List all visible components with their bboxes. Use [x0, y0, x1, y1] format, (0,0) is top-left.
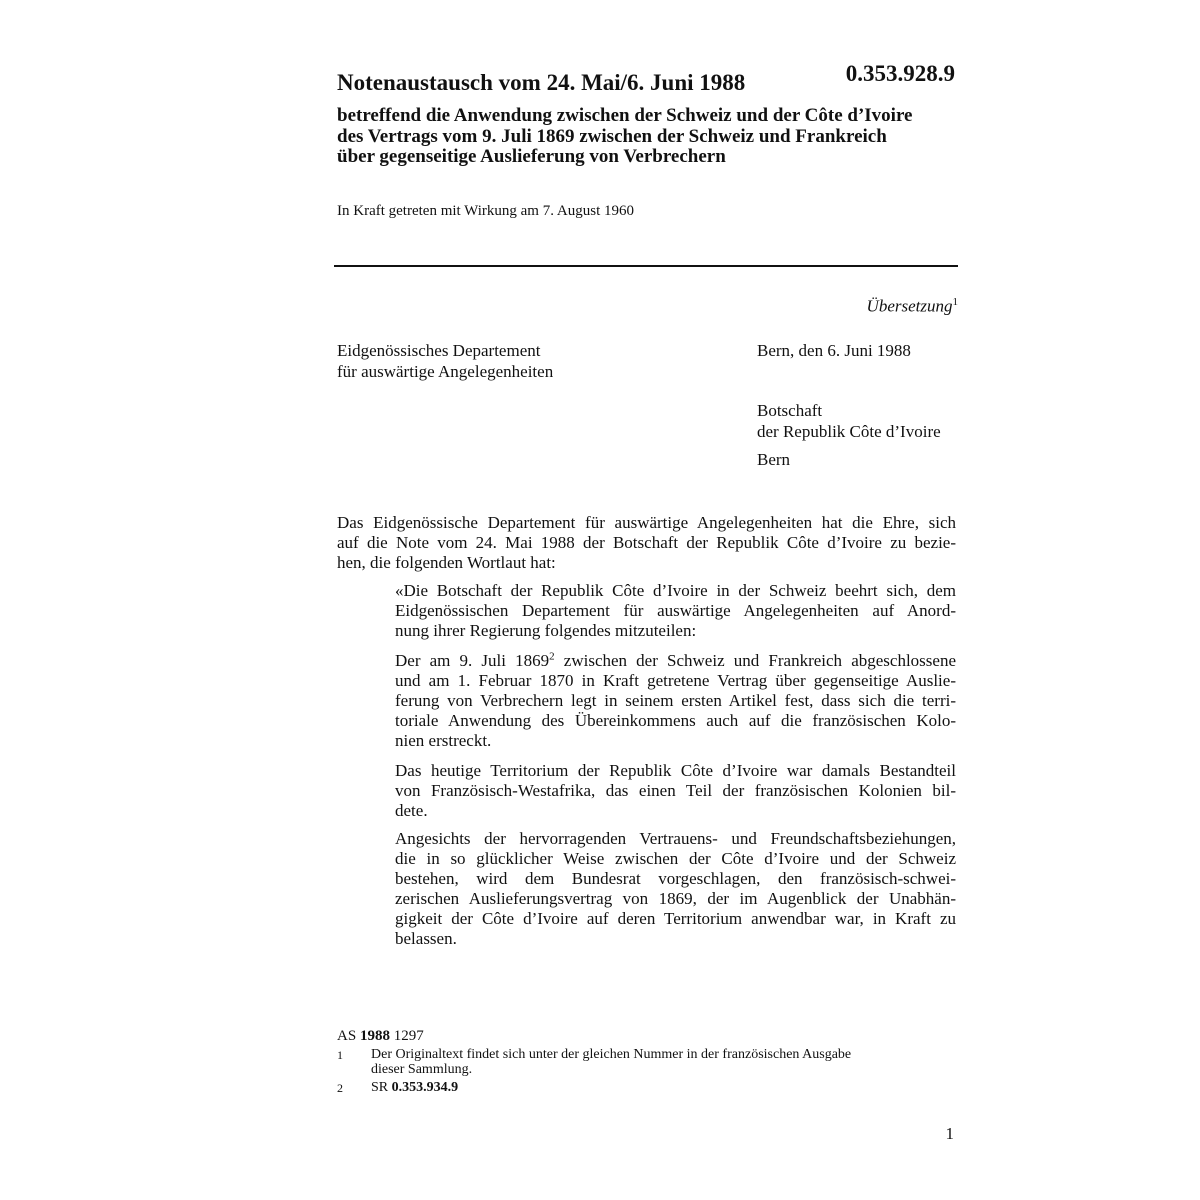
quote-line: belassen.	[395, 929, 457, 948]
subtitle-line: betreffend die Anwendung zwischen der Schweiz und der Côte d’Ivoire	[337, 105, 913, 126]
quote-line: die in so glücklicher Weise zwischen der Côte d’Ivoire und der Schweiz	[395, 849, 956, 868]
quote-line: ferung von Verbrechern legt in seinem ersten Artikel fest, dass sich die terri-	[395, 691, 956, 710]
footnote-sr-ref: 0.353.934.9	[391, 1080, 459, 1095]
intro-line: Das Eidgenössische Departement für auswärtige Angelegenheiten hat die Ehre, sich	[337, 513, 956, 532]
quote-line: von Französisch-Westafrika, das einen Teil der französischen Kolonien bil-	[395, 781, 956, 800]
intro-paragraph	[337, 513, 956, 573]
quote-line	[395, 651, 956, 671]
in-force-note: In Kraft getreten mit Wirkung am 7. August 1960	[337, 203, 634, 219]
subtitle-line: des Vertrags vom 9. Juli 1869 zwischen der Schweiz und Frankreich	[337, 125, 887, 147]
document-subtitle	[337, 106, 962, 168]
recipient-block	[757, 401, 941, 471]
recipient-city: Bern	[757, 450, 791, 469]
quote-paragraph-1	[395, 581, 956, 641]
footnote-text	[371, 1081, 458, 1095]
footnote-ref[interactable]: 1	[952, 296, 958, 308]
quote-line: und am 1. Februar 1870 in Kraft getretene Vertrag über gegenseitige Auslie-	[395, 671, 956, 690]
sr-number: 0.353.928.9	[845, 61, 955, 86]
quote-line: toriale Anwendung des Übereinkommens auch auf die französischen Kolo-	[395, 711, 956, 730]
page-number: 1	[945, 1124, 954, 1143]
quote-line: Das heutige Territorium der Republik Côte d’Ivoire war damals Bestandteil	[395, 761, 956, 780]
quote-paragraph-3	[395, 761, 956, 821]
as-reference	[337, 1028, 424, 1045]
quote-line: Eidgenössischen Departement für auswärtige Angelegenheiten auf Anord-	[395, 601, 956, 620]
quote-paragraph-4	[395, 829, 956, 949]
quote-line: nien erstreckt.	[395, 731, 492, 750]
footnote-2	[337, 1081, 937, 1097]
footnote-number: 2	[337, 1081, 343, 1095]
as-year: 1988	[359, 1028, 390, 1044]
translation-note	[867, 296, 958, 317]
footnote-text: dieser Sammlung.	[371, 1062, 473, 1077]
quote-line: zerischen Auslieferungsvertrag von 1869, der im Augenblick der Unabhän-	[395, 889, 956, 908]
translation-label: Übersetzung	[866, 296, 953, 316]
quote-line: nung ihrer Regierung folgendes mitzuteilen:	[395, 621, 697, 640]
quote-line: gigkeit der Côte d’Ivoire auf deren Territorium anwendbar war, in Kraft zu	[395, 909, 956, 928]
document-title: Notenaustausch vom 24. Mai/6. Juni 1988	[337, 70, 746, 95]
date-place: Bern, den 6. Juni 1988	[757, 341, 911, 360]
footnote-number: 1	[337, 1048, 343, 1062]
subtitle-line: über gegenseitige Auslieferung von Verbrechern	[337, 146, 726, 167]
footnote-1	[337, 1048, 937, 1078]
footnote-ref[interactable]: 2	[549, 650, 555, 663]
sender-line: für auswärtige Angelegenheiten	[337, 361, 554, 381]
quote-line: dete.	[395, 801, 428, 820]
quote-line: bestehen, wird dem Bundesrat vorgeschlagen, den französisch-schwei-	[395, 869, 956, 888]
quote-paragraph-2	[395, 651, 956, 751]
sender-line: Eidgenössisches Departement	[337, 341, 541, 360]
recipient-line: der Republik Côte d’Ivoire	[757, 421, 941, 441]
intro-line: auf die Note vom 24. Mai 1988 der Botschaft der Republik Côte d’Ivoire zu bezie-	[337, 533, 956, 552]
recipient-line: Botschaft	[757, 401, 823, 420]
intro-line: hen, die folgenden Wortlaut hat:	[337, 553, 556, 572]
quote-text: zwischen der Schweiz und Frankreich abgeschlossene	[554, 651, 956, 670]
header-divider	[334, 265, 958, 267]
quote-text: Der am 9. Juli 1869	[395, 651, 550, 670]
footnote-prefix: SR	[371, 1080, 392, 1095]
as-prefix: AS	[337, 1028, 360, 1044]
quote-line: Angesichts der hervorragenden Vertrauens- und Freundschaftsbeziehungen,	[395, 829, 956, 848]
as-page: 1297	[389, 1028, 424, 1044]
sender-block	[337, 341, 553, 382]
footnote-text: Der Originaltext findet sich unter der gleichen Nummer in der französischen Ausgabe	[371, 1047, 852, 1062]
quote-line: «Die Botschaft der Republik Côte d’Ivoire in der Schweiz beehrt sich, dem	[395, 581, 956, 600]
